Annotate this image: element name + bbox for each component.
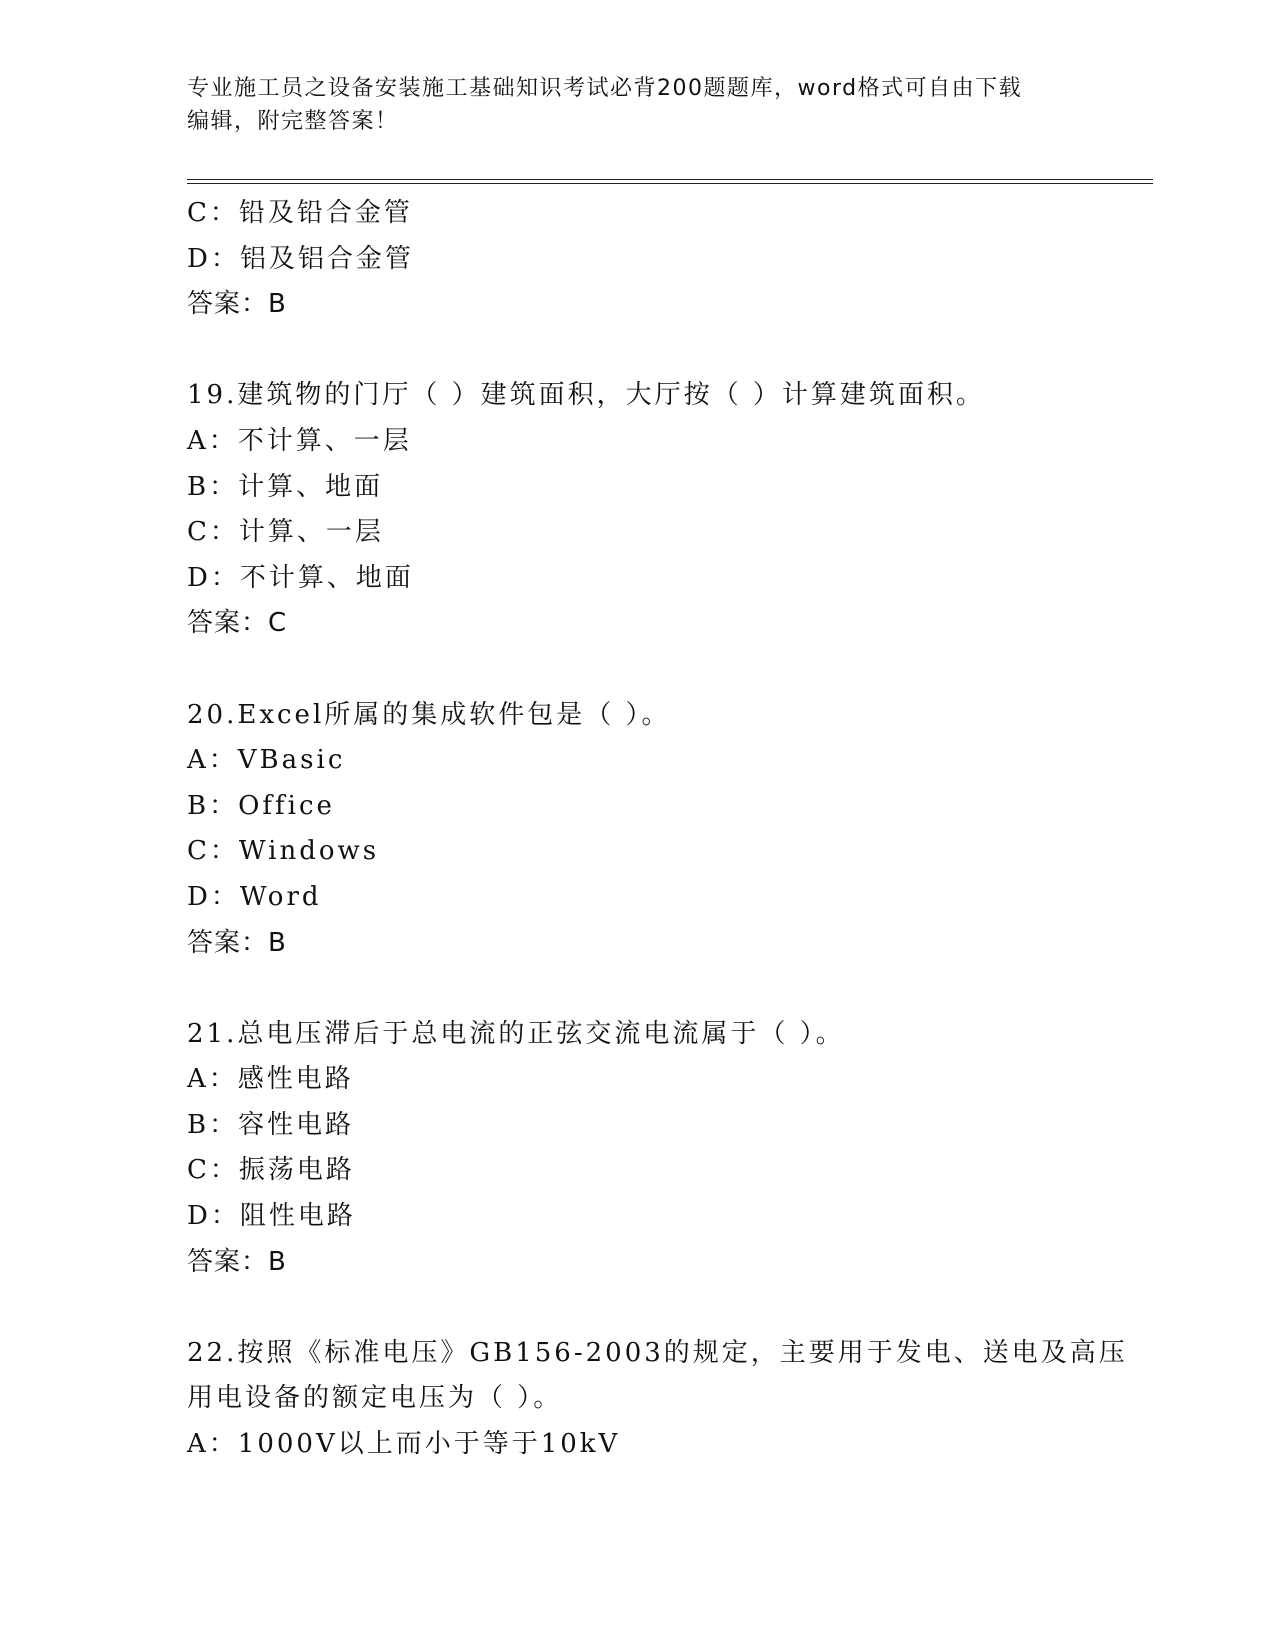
option-d: D：Word <box>187 881 322 912</box>
answer: 答案：B <box>187 289 287 320</box>
option-b: B：Office <box>187 790 335 821</box>
question-title-line-2: 用电设备的额定电压为（ ）。 <box>187 1383 563 1414</box>
question-title: 21.总电压滞后于总电流的正弦交流电流属于（ ）。 <box>187 1018 845 1049</box>
option-d: D：铝及铝合金管 <box>187 243 414 274</box>
answer: 答案：B <box>187 927 287 958</box>
header-line-2: 编辑，附完整答案！ <box>187 109 399 134</box>
option-a: A：感性电路 <box>187 1064 354 1095</box>
question-list <box>187 191 1128 1468</box>
option-c: C：计算、一层 <box>187 517 384 548</box>
header-divider-bottom <box>187 183 1153 184</box>
option-d: D：阻性电路 <box>187 1201 356 1232</box>
answer: 答案：B <box>187 1246 287 1277</box>
answer: 答案：C <box>187 608 288 639</box>
option-a: A：VBasic <box>187 745 346 776</box>
header-divider-top <box>187 179 1153 180</box>
option-c: C：Windows <box>187 836 380 867</box>
question-title: 19.建筑物的门厅（ ）建筑面积，大厅按（ ）计算建筑面积。 <box>187 380 985 411</box>
option-a: A：1000V以上而小于等于10kV <box>187 1429 621 1460</box>
question-title-line-1: 22.按照《标准电压》GB156-2003的规定，主要用于发电、送电及高压 <box>187 1337 1128 1368</box>
option-d: D：不计算、地面 <box>187 562 414 593</box>
header-line-1: 专业施工员之设备安装施工基础知识考试必背200题题库，word格式可自由下载 <box>187 76 1023 101</box>
document-header <box>187 72 1087 138</box>
option-c: C：铅及铅合金管 <box>187 198 413 228</box>
option-b: B：容性电路 <box>187 1109 355 1140</box>
option-a: A：不计算、一层 <box>187 425 412 456</box>
option-b: B：计算、地面 <box>187 471 384 502</box>
option-c: C：振荡电路 <box>187 1155 355 1186</box>
question-title: 20.Excel所属的集成软件包是（ ）。 <box>187 699 671 730</box>
